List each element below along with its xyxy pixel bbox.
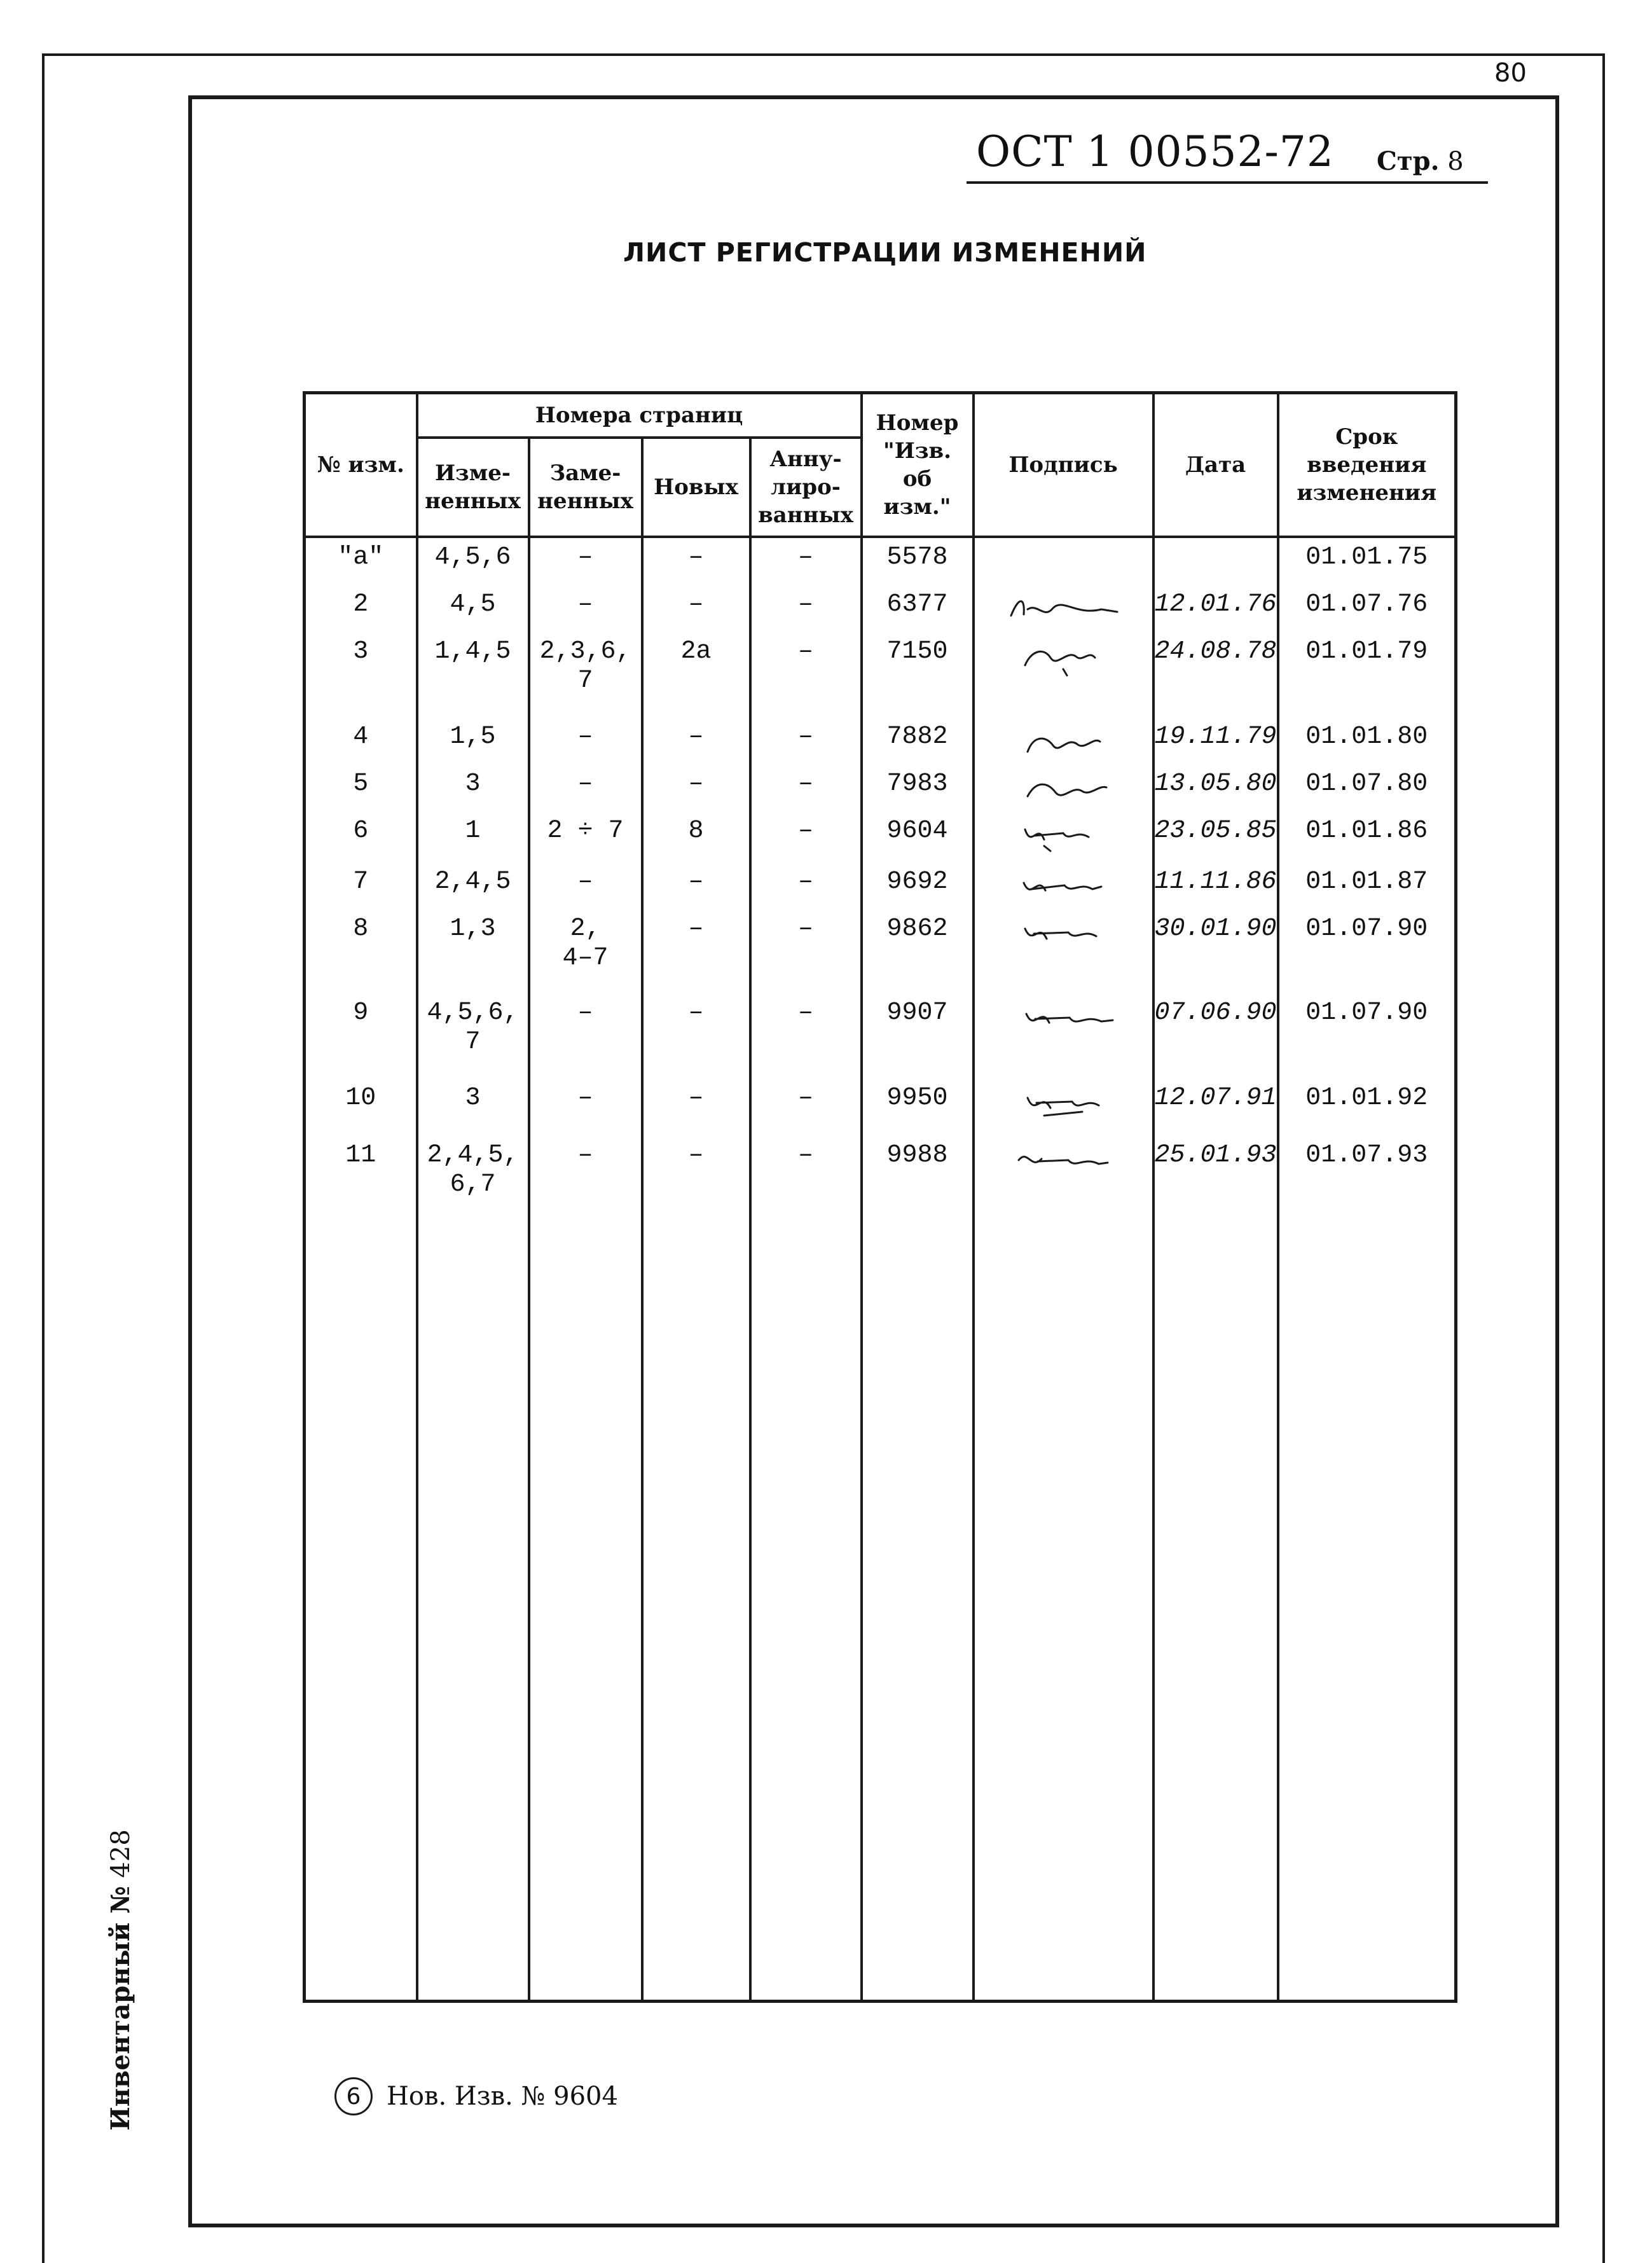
table-row [305, 993, 1456, 1079]
cell-term: 01.07.80 [1278, 765, 1456, 812]
header-date: Дата [1153, 393, 1278, 537]
header-izv-text: Номер "Изв. об изм." [876, 410, 959, 520]
cell-date: 07.06.90 [1153, 993, 1278, 1079]
signature-scribble [1000, 1141, 1127, 1180]
signature-scribble [1000, 999, 1127, 1038]
cell-no: 6 [305, 812, 417, 862]
cell-signature [974, 1079, 1153, 1136]
table-row [305, 1995, 1456, 2002]
cell-izv: 9604 [862, 812, 974, 862]
inventory-value: 428 [106, 1829, 135, 1878]
change-circle-number: 6 [334, 2077, 373, 2115]
cell-signature [974, 1995, 1153, 2002]
signature-scribble [1000, 590, 1127, 630]
cell-no: 3 [305, 632, 417, 717]
cell-signature [974, 765, 1153, 812]
signature-scribble [1000, 868, 1127, 907]
inventory-label: Инвентарный № [106, 1886, 135, 2131]
inventory-number [106, 1829, 135, 2131]
cell-term: 01.07.76 [1278, 585, 1456, 632]
cell-replaced: – [529, 1136, 642, 1995]
cell-term: 01.01.87 [1278, 862, 1456, 910]
cell-replaced: – [529, 993, 642, 1079]
cell-no: 10 [305, 1079, 417, 1136]
cell-date: 30.01.90 [1153, 910, 1278, 993]
cell-izv: 9862 [862, 910, 974, 993]
cell-annulled: – [750, 632, 862, 717]
cell-new: – [642, 717, 750, 765]
cell-new: – [642, 765, 750, 812]
signature-scribble [1000, 637, 1127, 677]
cell-annulled: – [750, 537, 862, 585]
page-label-text: Стр. [1377, 146, 1440, 176]
cell-date [1153, 1995, 1278, 2002]
cell-changed: 4,5,6, 7 [417, 993, 529, 1079]
cell-replaced: – [529, 717, 642, 765]
cell-annulled: – [750, 765, 862, 812]
cell-term: 01.01.80 [1278, 717, 1456, 765]
header-no [305, 393, 417, 537]
change-register-table [303, 391, 1457, 2003]
cell-no: 11 [305, 1136, 417, 1995]
cell-date: 11.11.86 [1153, 862, 1278, 910]
cell-date: 23.05.85 [1153, 812, 1278, 862]
cell-changed: 1,5 [417, 717, 529, 765]
cell-no: 9 [305, 993, 417, 1079]
cell-no: 7 [305, 862, 417, 910]
header-new: Новых [642, 438, 750, 537]
cell-replaced: 2,3,6, 7 [529, 632, 642, 717]
table-row [305, 862, 1456, 910]
cell-new: 8 [642, 812, 750, 862]
cell-annulled: – [750, 910, 862, 993]
signature-scribble [1000, 770, 1127, 809]
table-row [305, 1136, 1456, 1995]
header-replaced-text: Заме- ненных [537, 460, 633, 514]
cell-izv: 9692 [862, 862, 974, 910]
cell-changed: 2,4,5 [417, 862, 529, 910]
cell-changed: 3 [417, 765, 529, 812]
cell-new: – [642, 1136, 750, 1995]
table-row [305, 1079, 1456, 1136]
cell-date: 25.01.93 [1153, 1136, 1278, 1995]
header-changed-text: Изме- ненных [425, 460, 521, 514]
cell-date: 12.07.91 [1153, 1079, 1278, 1136]
cell-changed [417, 1995, 529, 2002]
cell-izv: 9950 [862, 1079, 974, 1136]
cell-izv: 7150 [862, 632, 974, 717]
cell-izv: 7983 [862, 765, 974, 812]
document-title: ЛИСТ РЕГИСТРАЦИИ ИЗМЕНЕНИЙ [623, 237, 1147, 268]
cell-term: 01.07.90 [1278, 910, 1456, 993]
header-pages-group: Номера страниц [417, 393, 862, 438]
cell-term: 01.01.75 [1278, 537, 1456, 585]
cell-new: – [642, 910, 750, 993]
cell-changed: 1,3 [417, 910, 529, 993]
table-row [305, 812, 1456, 862]
sheet-number: 80 [1494, 59, 1527, 88]
cell-annulled: – [750, 585, 862, 632]
cell-term: 01.01.86 [1278, 812, 1456, 862]
header-rule [967, 181, 1488, 184]
cell-izv: 7882 [862, 717, 974, 765]
cell-term: 01.07.90 [1278, 993, 1456, 1079]
cell-annulled: – [750, 717, 862, 765]
cell-signature [974, 993, 1153, 1079]
cell-izv: 9907 [862, 993, 974, 1079]
cell-annulled: – [750, 862, 862, 910]
cell-annulled: – [750, 993, 862, 1079]
footer-note [334, 2077, 618, 2115]
cell-term: 01.07.93 [1278, 1136, 1456, 1995]
cell-replaced: – [529, 537, 642, 585]
page-label [1377, 146, 1464, 176]
header-term [1278, 393, 1456, 537]
cell-new [642, 1995, 750, 2002]
header-no-text: № изм. [317, 452, 404, 478]
cell-izv: 5578 [862, 537, 974, 585]
cell-term [1278, 1995, 1456, 2002]
cell-annulled: – [750, 1079, 862, 1136]
header-annulled [750, 438, 862, 537]
cell-no: 2 [305, 585, 417, 632]
cell-signature [974, 862, 1153, 910]
cell-new: 2а [642, 632, 750, 717]
page-number: 8 [1447, 147, 1464, 176]
cell-new: – [642, 1079, 750, 1136]
cell-changed: 2,4,5, 6,7 [417, 1136, 529, 1995]
cell-new: – [642, 993, 750, 1079]
cell-signature [974, 812, 1153, 862]
cell-date: 13.05.80 [1153, 765, 1278, 812]
cell-term: 01.01.79 [1278, 632, 1456, 717]
cell-date: 19.11.79 [1153, 717, 1278, 765]
table-row [305, 765, 1456, 812]
document-code: ОСТ 1 00552-72 [976, 127, 1334, 176]
cell-new: – [642, 537, 750, 585]
cell-izv [862, 1995, 974, 2002]
cell-izv: 6377 [862, 585, 974, 632]
cell-no: 8 [305, 910, 417, 993]
cell-new: – [642, 862, 750, 910]
cell-annulled [750, 1995, 862, 2002]
signature-scribble [1000, 1084, 1127, 1123]
cell-signature [974, 910, 1153, 993]
cell-replaced: – [529, 765, 642, 812]
header-annulled-text: Анну- лиро- ванных [758, 446, 853, 528]
cell-replaced: – [529, 585, 642, 632]
cell-replaced: 2 ÷ 7 [529, 812, 642, 862]
cell-signature [974, 717, 1153, 765]
signature-scribble [1000, 723, 1127, 762]
cell-changed: 1,4,5 [417, 632, 529, 717]
cell-date [1153, 537, 1278, 585]
cell-annulled: – [750, 1136, 862, 1995]
cell-signature [974, 632, 1153, 717]
cell-changed: 4,5 [417, 585, 529, 632]
header-term-text: Срок введения изменения [1297, 424, 1437, 506]
table-row [305, 717, 1456, 765]
cell-term: 01.01.92 [1278, 1079, 1456, 1136]
cell-no: 5 [305, 765, 417, 812]
header-replaced [529, 438, 642, 537]
cell-date: 12.01.76 [1153, 585, 1278, 632]
cell-replaced: – [529, 1079, 642, 1136]
footer-note-text: Нов. Изв. № 9604 [387, 2082, 618, 2111]
table-row [305, 537, 1456, 585]
signature-scribble [1000, 817, 1127, 856]
header-signature: Подпись [974, 393, 1153, 537]
cell-changed: 4,5,6 [417, 537, 529, 585]
cell-replaced [529, 1995, 642, 2002]
cell-replaced: – [529, 862, 642, 910]
cell-no: 4 [305, 717, 417, 765]
cell-signature [974, 1136, 1153, 1995]
cell-replaced: 2, 4–7 [529, 910, 642, 993]
change-register-body [305, 537, 1456, 2002]
cell-changed: 1 [417, 812, 529, 862]
table-row [305, 910, 1456, 993]
cell-date: 24.08.78 [1153, 632, 1278, 717]
cell-no: "а" [305, 537, 417, 585]
cell-annulled: – [750, 812, 862, 862]
cell-izv: 9988 [862, 1136, 974, 1995]
table-row [305, 585, 1456, 632]
signature-scribble [1000, 915, 1127, 954]
cell-signature [974, 585, 1153, 632]
cell-changed: 3 [417, 1079, 529, 1136]
cell-signature [974, 537, 1153, 585]
header-izv [862, 393, 974, 537]
header-changed [417, 438, 529, 537]
table-row [305, 632, 1456, 717]
cell-no [305, 1995, 417, 2002]
cell-new: – [642, 585, 750, 632]
